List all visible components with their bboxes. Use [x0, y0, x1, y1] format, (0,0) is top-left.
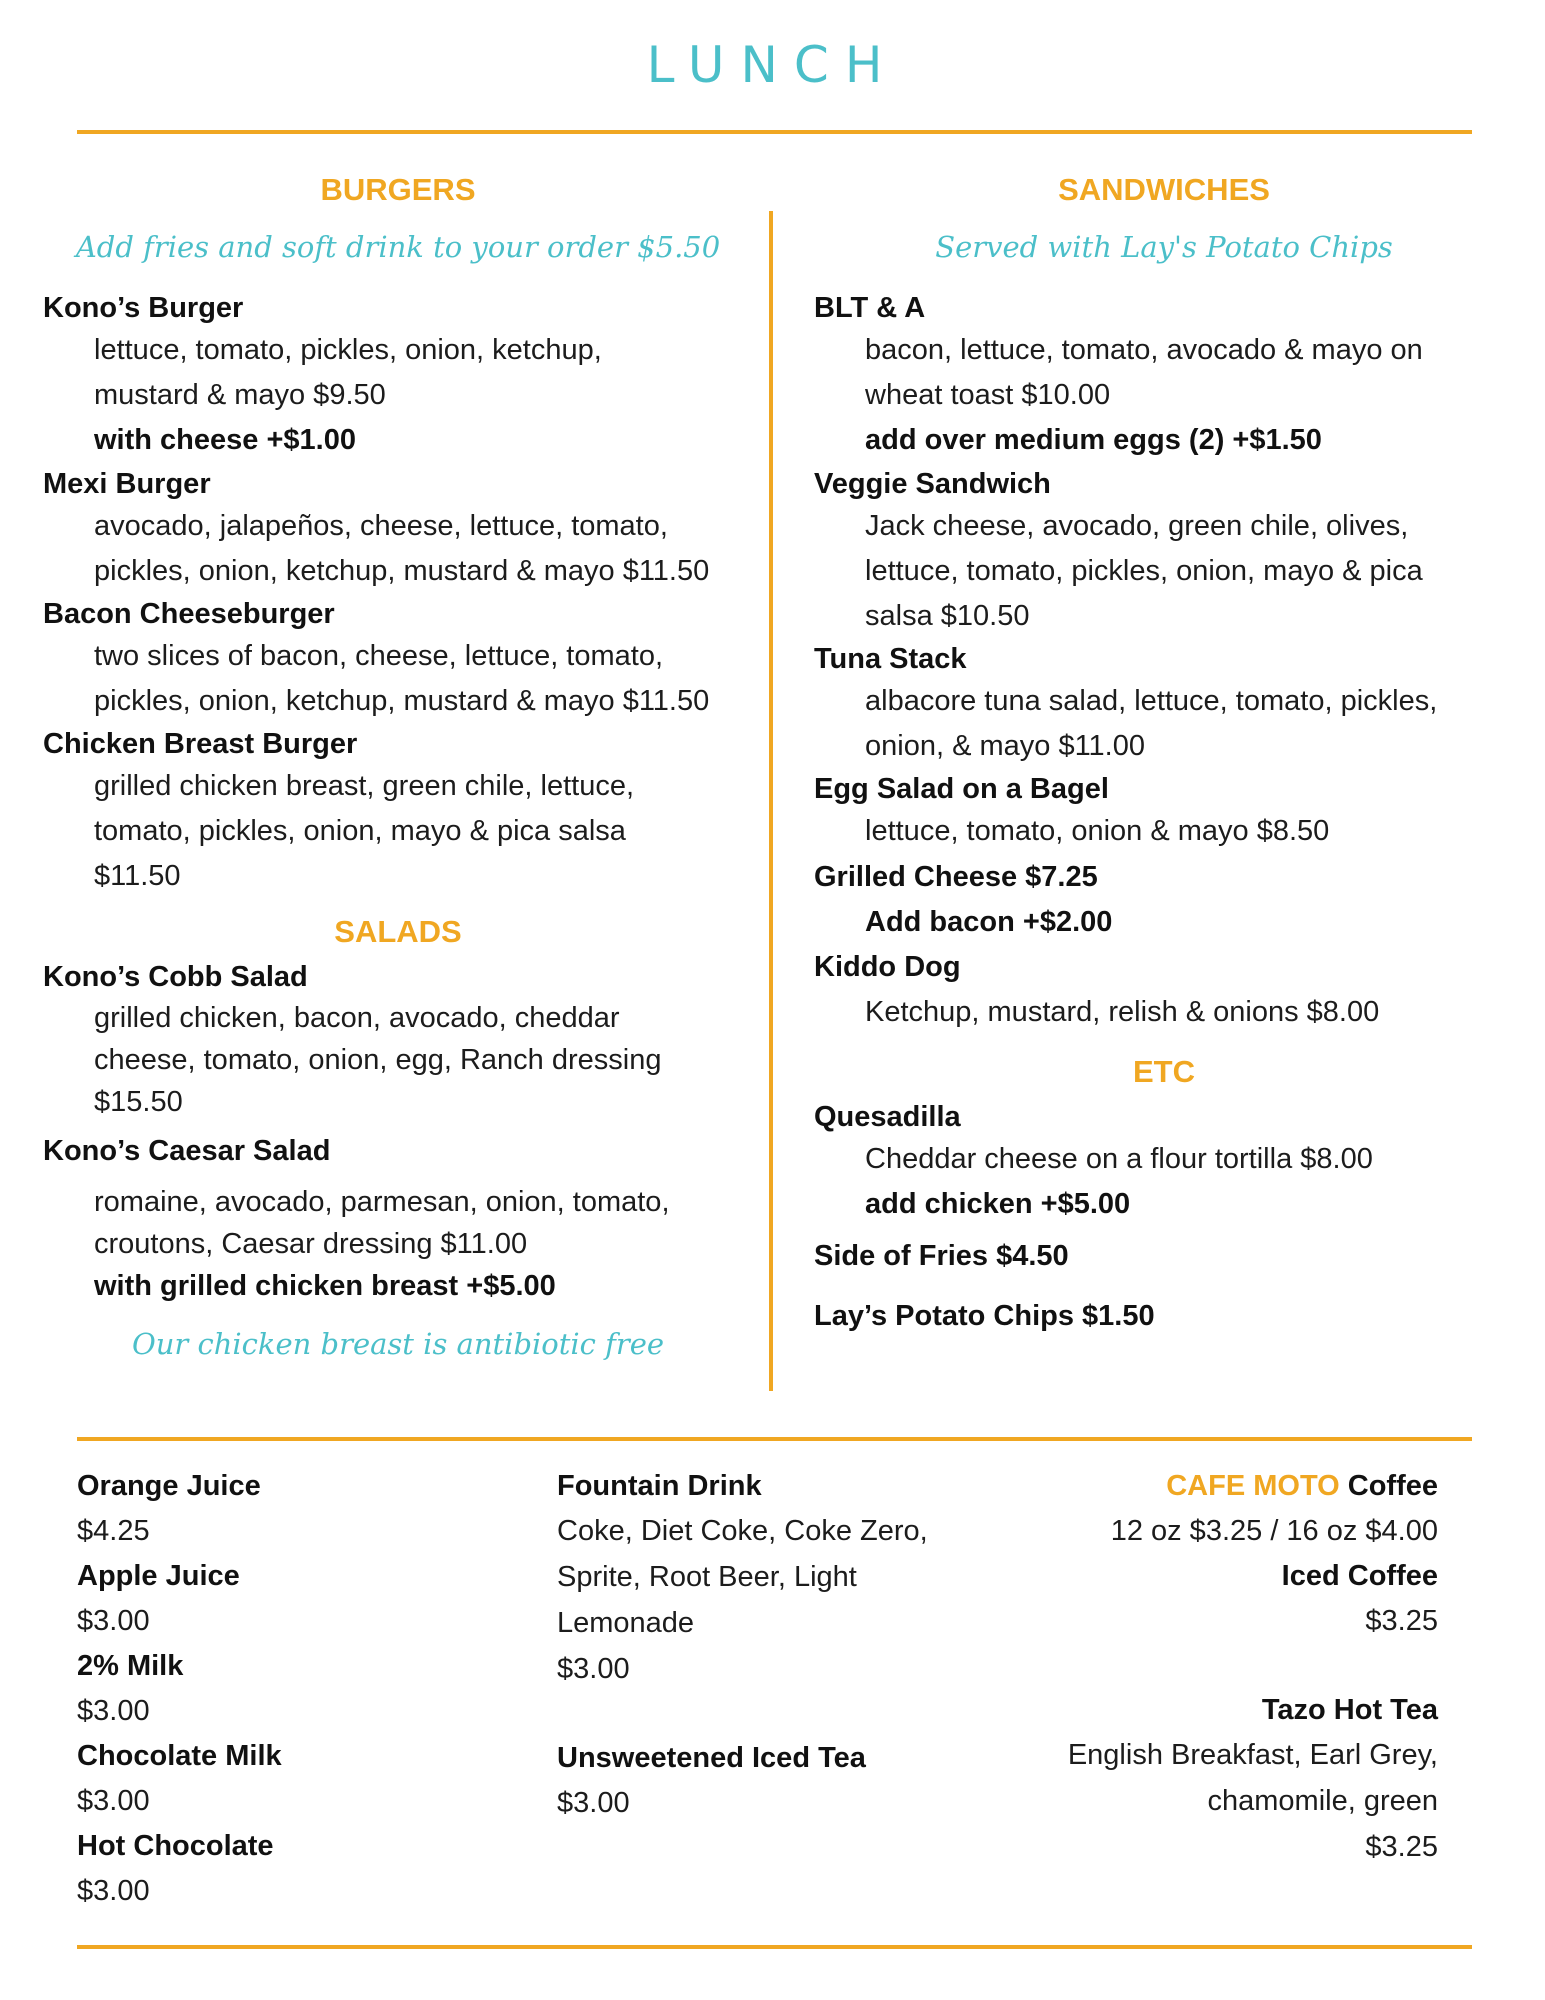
item-name: Mexi Burger — [43, 468, 211, 500]
item-desc: grilled chicken breast, green chile, lettuce, — [94, 770, 635, 802]
drink-price: $3.00 — [77, 1695, 150, 1727]
item-desc: lettuce, tomato, pickles, onion, ketchup, — [94, 334, 602, 366]
drink-price: $3.00 — [557, 1787, 630, 1819]
item-desc: Cheddar cheese on a flour tortilla $8.00 — [865, 1143, 1373, 1175]
drinks-left-column — [77, 1464, 477, 1914]
menu-item-caesar-salad — [43, 1131, 753, 1307]
drink-price: $3.00 — [557, 1653, 630, 1685]
drink-price: $4.25 — [77, 1515, 150, 1547]
item-name: BLT & A — [814, 292, 926, 324]
item-desc: Jack cheese, avocado, green chile, olives, — [865, 510, 1409, 542]
item-desc: pickles, onion, ketchup, mustard & mayo $11.50 — [94, 685, 710, 717]
drink-name: 2% Milk — [77, 1650, 184, 1682]
item-desc: grilled chicken, bacon, avocado, cheddar — [94, 1002, 620, 1034]
item-desc: avocado, jalapeños, cheese, lettuce, tomato, — [94, 510, 668, 542]
item-desc: pickles, onion, ketchup, mustard & mayo $11.50 — [94, 555, 710, 587]
item-addon: add chicken +$5.00 — [865, 1188, 1131, 1220]
drink-price: 12 oz $3.25 / 16 oz $4.00 — [1110, 1515, 1438, 1547]
drink-desc: Sprite, Root Beer, Light — [557, 1561, 857, 1593]
item-desc: tomato, pickles, onion, mayo & pica salsa — [94, 815, 626, 847]
drinks-top-divider — [77, 1437, 1472, 1441]
drink-iced-coffee — [1000, 1554, 1438, 1644]
drink-name: Apple Juice — [77, 1560, 240, 1592]
menu-item-potato-chips — [814, 1296, 1514, 1336]
item-name: Side of Fries $4.50 — [814, 1240, 1069, 1272]
item-addon: with cheese +$1.00 — [94, 424, 356, 456]
drink-desc: English Breakfast, Earl Grey, — [1067, 1739, 1438, 1771]
item-name: Tuna Stack — [814, 643, 967, 675]
item-desc: Ketchup, mustard, relish & onions $8.00 — [865, 996, 1380, 1028]
drink-name: Chocolate Milk — [77, 1740, 282, 1772]
drink-name: Unsweetened Iced Tea — [557, 1742, 866, 1774]
menu-item-side-fries — [814, 1236, 1514, 1276]
item-desc: salsa $10.50 — [865, 600, 1030, 632]
menu-item-konos-burger — [43, 288, 753, 462]
cafe-moto-brand: CAFE MOTO — [1166, 1470, 1340, 1502]
item-desc: albacore tuna salad, lettuce, tomato, pickles, — [865, 685, 1438, 717]
drink-name: Hot Chocolate — [77, 1830, 274, 1862]
item-desc: bacon, lettuce, tomato, avocado & mayo on — [865, 334, 1423, 366]
page-title: LUNCH — [646, 36, 899, 94]
drink-apple-juice — [77, 1554, 477, 1644]
item-desc: cheese, tomato, onion, egg, Ranch dressing — [94, 1044, 662, 1076]
coffee-label: Coffee — [1347, 1470, 1438, 1502]
drink-desc: chamomile, green — [1207, 1785, 1438, 1817]
menu-item-blt — [814, 288, 1514, 462]
item-name: Quesadilla — [814, 1101, 961, 1133]
item-desc: romaine, avocado, parmesan, onion, tomato, — [94, 1186, 670, 1218]
drink-coffee — [1000, 1464, 1438, 1554]
item-desc: $11.50 — [94, 860, 181, 892]
menu-item-tuna-stack — [814, 639, 1514, 769]
bottom-divider — [77, 1945, 1472, 1949]
burgers-note: Add fries and soft drink to your order $5.50 — [75, 230, 721, 264]
item-name: Kono’s Burger — [43, 292, 244, 324]
menu-item-grilled-cheese — [814, 854, 1514, 944]
item-name: Grilled Cheese $7.25 — [814, 861, 1098, 893]
menu-item-egg-salad — [814, 769, 1514, 854]
item-desc: croutons, Caesar dressing $11.00 — [94, 1228, 528, 1260]
drink-orange-juice — [77, 1464, 477, 1554]
item-desc: wheat toast $10.00 — [865, 379, 1111, 411]
menu-item-quesadilla — [814, 1097, 1514, 1226]
item-addon: Add bacon +$2.00 — [865, 906, 1113, 938]
drink-chocolate-milk — [77, 1734, 477, 1824]
item-name: Kono’s Caesar Salad — [43, 1135, 331, 1167]
drink-price: $3.00 — [77, 1605, 150, 1637]
item-desc: $15.50 — [94, 1086, 183, 1118]
drink-hot-chocolate — [77, 1824, 477, 1914]
item-name: Kiddo Dog — [814, 951, 961, 983]
drink-desc: Coke, Diet Coke, Coke Zero, — [557, 1515, 928, 1547]
drink-hot-tea — [1000, 1688, 1438, 1870]
item-desc: lettuce, tomato, pickles, onion, mayo & pica — [865, 555, 1423, 587]
drink-name: Fountain Drink — [557, 1470, 762, 1502]
item-name: Chicken Breast Burger — [43, 728, 358, 760]
salads-note: Our chicken breast is antibiotic free — [131, 1327, 665, 1361]
item-addon: with grilled chicken breast +$5.00 — [94, 1270, 556, 1302]
burgers-heading: BURGERS — [320, 172, 476, 207]
drink-name — [1000, 1464, 1438, 1508]
drink-name: Iced Coffee — [1281, 1560, 1438, 1592]
sandwiches-heading: SANDWICHES — [1058, 172, 1270, 207]
item-desc: two slices of bacon, cheese, lettuce, tomato, — [94, 640, 664, 672]
item-name: Lay’s Potato Chips $1.50 — [814, 1300, 1155, 1332]
menu-item-chicken-breast-burger — [43, 724, 753, 899]
menu-item-bacon-cheeseburger — [43, 594, 753, 724]
item-desc: onion, & mayo $11.00 — [865, 730, 1145, 762]
drink-name: Tazo Hot Tea — [1261, 1694, 1438, 1726]
sandwiches-note: Served with Lay's Potato Chips — [935, 230, 1393, 264]
salads-heading: SALADS — [334, 914, 462, 949]
item-name: Kono’s Cobb Salad — [43, 961, 308, 993]
item-name: Veggie Sandwich — [814, 468, 1051, 500]
drink-price: $3.00 — [77, 1875, 150, 1907]
item-name: Bacon Cheeseburger — [43, 598, 335, 630]
drinks-middle-column — [557, 1464, 977, 1826]
drink-name: Orange Juice — [77, 1470, 261, 1502]
top-divider — [77, 130, 1472, 134]
drink-price: $3.25 — [1365, 1831, 1438, 1863]
column-divider — [769, 211, 773, 1391]
etc-heading: ETC — [1133, 1054, 1195, 1089]
drink-price: $3.00 — [77, 1785, 150, 1817]
drink-iced-tea — [557, 1736, 977, 1826]
right-column — [814, 172, 1514, 1336]
item-addon: add over medium eggs (2) +$1.50 — [865, 424, 1322, 456]
menu-item-mexi-burger — [43, 464, 753, 594]
drink-desc: Lemonade — [557, 1607, 695, 1639]
left-column — [43, 172, 753, 1361]
menu-item-kiddo-dog — [814, 944, 1514, 1035]
menu-item-cobb-salad — [43, 957, 753, 1123]
item-desc: mustard & mayo $9.50 — [94, 379, 386, 411]
drinks-right-column — [1000, 1464, 1438, 1870]
item-name: Egg Salad on a Bagel — [814, 773, 1109, 805]
drink-fountain — [557, 1464, 977, 1692]
item-desc: lettuce, tomato, onion & mayo $8.50 — [865, 815, 1330, 847]
drink-price: $3.25 — [1365, 1605, 1438, 1637]
menu-item-veggie-sandwich — [814, 464, 1514, 639]
drink-milk — [77, 1644, 477, 1734]
